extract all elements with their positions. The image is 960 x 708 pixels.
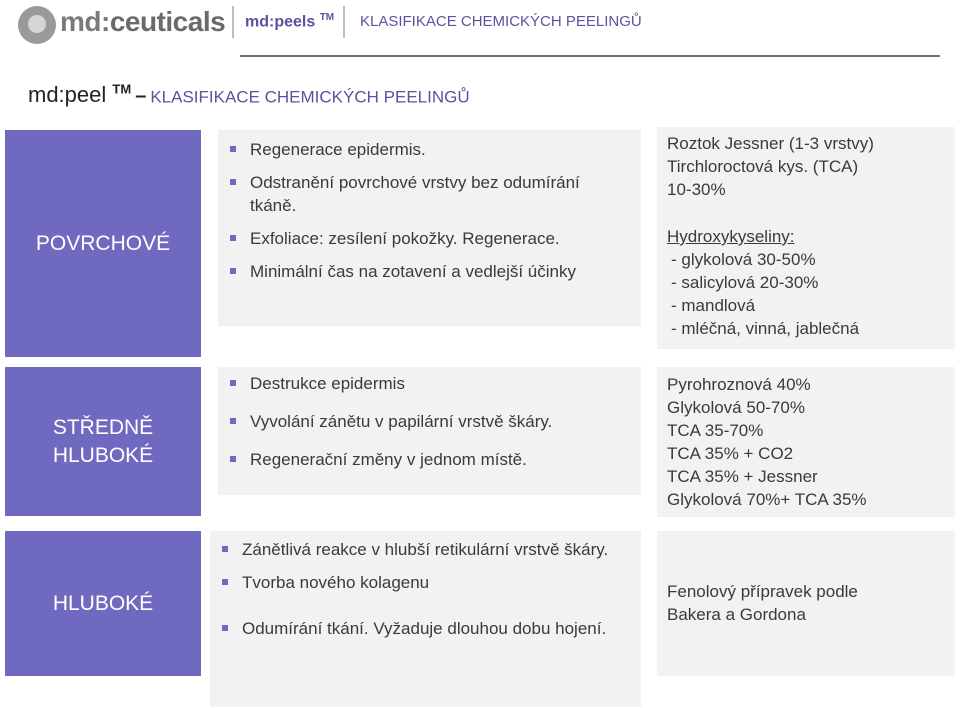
agent-line: Glykolová 70%+ TCA 35% — [667, 490, 867, 509]
header-divider — [232, 6, 234, 38]
logo-prefix: md: — [60, 6, 110, 37]
agent-line: Roztok Jessner (1-3 vrstvy) — [667, 134, 874, 153]
list-item: Odumírání tkání. Vyžaduje dlouhou dobu hojení. — [222, 617, 622, 640]
category-hluboke: HLUBOKÉ — [5, 531, 201, 676]
list-item: Zánětlivá reakce v hlubší retikulární vrstvě škáry. — [222, 538, 622, 561]
list-item: Tvorba nového kolagenu — [222, 571, 622, 594]
list-item: Destrukce epidermis — [230, 372, 630, 395]
agent-line: Fenolový přípravek podle — [667, 582, 858, 601]
agent-line: Tirchloroctová kys. (TCA) — [667, 157, 859, 176]
header — [0, 0, 960, 50]
header-divider — [343, 6, 345, 38]
list-item: Vyvolání zánětu v papilární vrstvě škáry. — [230, 410, 630, 433]
agent-line: - glykolová 30-50% — [671, 250, 816, 269]
list-item: Exfoliace: zesílení pokožky. Regenerace. — [230, 227, 630, 250]
agents-box-hluboke — [657, 531, 955, 676]
agent-line: 10-30% — [667, 180, 726, 199]
agents-box-povrchove — [657, 127, 955, 349]
agent-line: Bakera a Gordona — [667, 605, 806, 624]
logo-circle-icon — [18, 6, 56, 44]
list-item: Odstranění povrchové vrstvy bez odumírání tkáně. — [230, 171, 630, 217]
agent-line: Pyrohroznová 40% — [667, 375, 811, 394]
header-brand: md:peels ™ — [245, 12, 335, 31]
effects-box-stredne-hluboke — [218, 367, 641, 495]
agent-line: - mandlová — [671, 296, 756, 315]
category-stredne-hluboke: STŘEDNĚ HLUBOKÉ — [5, 367, 201, 516]
agent-line: TCA 35-70% — [667, 421, 764, 440]
logo-word: ceuticals — [109, 6, 226, 37]
category-povrchove: POVRCHOVÉ — [5, 130, 201, 357]
list-item: Minimální čas na zotavení a vedlejší účinky — [230, 260, 630, 283]
page-title: md:peel ™ – KLASIFIKACE CHEMICKÝCH PEELINGŮ — [28, 82, 470, 108]
agent-heading: Hydroxykyseliny: — [667, 227, 795, 246]
agent-line: TCA 35% + CO2 — [667, 444, 794, 463]
header-underline — [240, 55, 940, 57]
agent-line: TCA 35% + Jessner — [667, 467, 818, 486]
effects-box-povrchove — [218, 130, 641, 326]
effects-list — [230, 138, 630, 283]
agents-box-stredne-hluboke — [657, 367, 955, 517]
agent-line: Glykolová 50-70% — [667, 398, 805, 417]
agent-line: - mléčná, vinná, jablečná — [671, 319, 860, 338]
list-item: Regenerace epidermis. — [230, 138, 630, 161]
agent-line: - salicylová 20-30% — [671, 273, 819, 292]
list-item: Regenerační změny v jednom místě. — [230, 448, 630, 471]
effects-list — [222, 538, 622, 640]
effects-box-hluboke — [210, 531, 641, 707]
effects-list — [230, 372, 630, 471]
header-title: KLASIFIKACE CHEMICKÝCH PEELINGŮ — [360, 13, 642, 30]
